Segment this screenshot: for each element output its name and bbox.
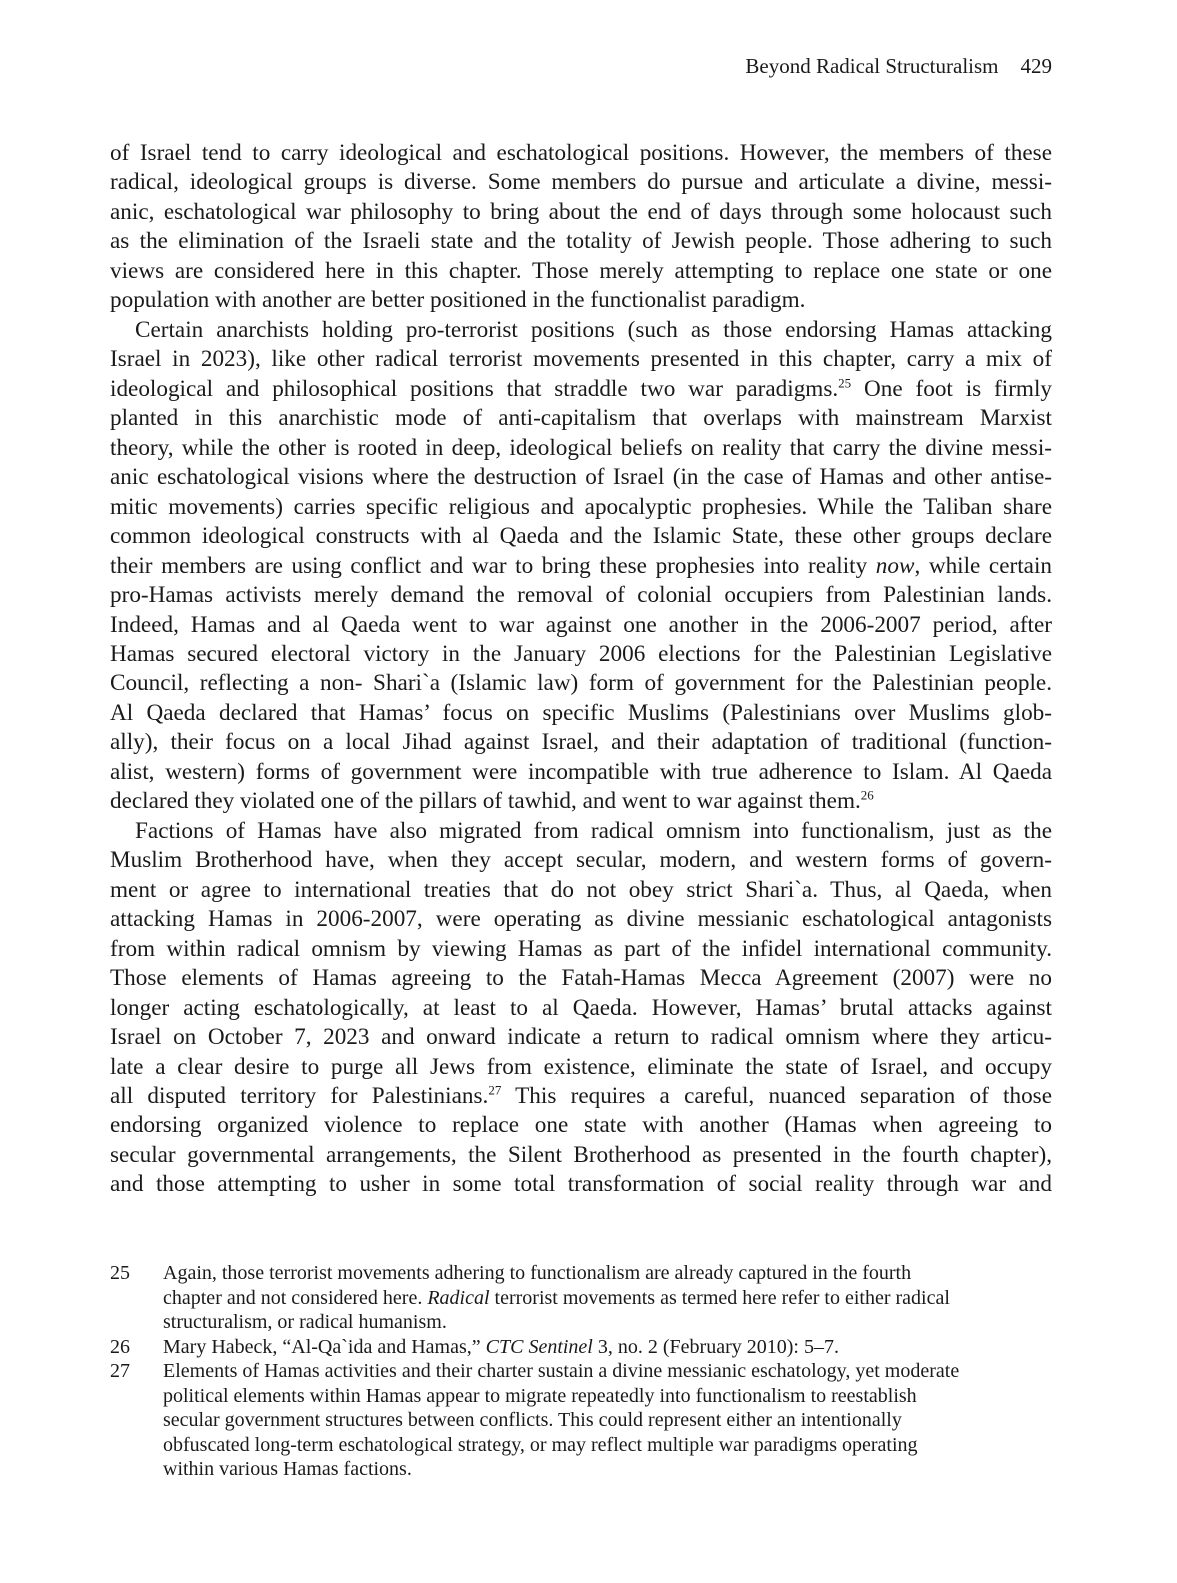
footnote-line xyxy=(163,1408,1050,1433)
text-run: Factions of Hamas have also migrated from radical omnism into functionalism, just as the xyxy=(135,817,1052,844)
text-run: Council, reflecting a non- Shari`a (Islamic law) form of government for the Palestinian people. xyxy=(110,670,1052,697)
text-run: and those attempting to usher in some total transformation of social reality through war and xyxy=(110,1171,1052,1198)
text-line xyxy=(110,1111,1052,1140)
footnote-line xyxy=(163,1433,1050,1458)
text-line xyxy=(110,257,1052,286)
text-line xyxy=(110,522,1052,551)
text-run: Al Qaeda declared that Hamas’ focus on specific Muslims (Palestinians over Muslims glob- xyxy=(110,699,1052,726)
text-run: population with another are better positioned in the functionalist paradigm. xyxy=(110,287,806,314)
text-run: Those elements of Hamas agreeing to the Fatah-Hamas Mecca Agreement (2007) were no xyxy=(110,965,1052,992)
footnote-number: 26 xyxy=(110,1335,130,1358)
text-line xyxy=(110,316,1052,345)
text-line xyxy=(110,846,1052,875)
text-run: anic eschatological visions where the destruction of Israel (in the case of Hamas and other antise- xyxy=(110,464,1052,491)
running-title: Beyond Radical Structuralism xyxy=(745,54,999,78)
footnote xyxy=(110,1359,1050,1482)
text-line xyxy=(110,905,1052,934)
text-run: their members are using conflict and war to bring these prophesies into reality xyxy=(110,552,876,579)
footnote-line xyxy=(163,1310,1050,1335)
footnote-line xyxy=(163,1261,1050,1286)
text-run: chapter and not considered here. xyxy=(163,1286,428,1309)
text-run: pro-Hamas activists merely demand the removal of colonial occupiers from Palestinian lands. xyxy=(110,582,1052,609)
footnote xyxy=(110,1261,1050,1335)
text-run: secular government structures between conflicts. This could represent either an intentionally xyxy=(163,1409,902,1431)
text-run: One foot is firmly xyxy=(851,375,1052,402)
text-line xyxy=(110,876,1052,905)
text-line xyxy=(110,728,1052,757)
page-number: 429 xyxy=(1020,54,1052,78)
text-line xyxy=(110,227,1052,256)
text-run: Indeed, Hamas and al Qaeda went to war against one another in the 2006-2007 period, after xyxy=(110,611,1052,638)
text-run: 3, no. 2 (February 2010): 5–7. xyxy=(592,1335,839,1358)
body-text xyxy=(110,139,1052,1200)
text-run: Mary Habeck, “Al-Qa`ida and Hamas,” xyxy=(163,1335,486,1358)
text-run: Israel on October 7, 2023 and onward indicate a return to radical omnism where they articu- xyxy=(110,1024,1052,1051)
paragraph xyxy=(110,316,1052,817)
text-line xyxy=(110,817,1052,846)
text-run: ment or agree to international treaties that do not obey strict Shari`a. Thus, al Qaeda, when xyxy=(110,876,1052,903)
text-run: longer acting eschatologically, at least to al Qaeda. However, Hamas’ brutal attacks against xyxy=(110,994,1052,1021)
text-line xyxy=(110,1053,1052,1082)
text-line xyxy=(110,1141,1052,1170)
text-run: , while certain xyxy=(914,552,1053,579)
footnote-line xyxy=(163,1286,1050,1311)
text-line xyxy=(110,699,1052,728)
footnote-reference: 26 xyxy=(860,787,874,803)
text-run: common ideological constructs with al Qaeda and the Islamic State, these other groups declare xyxy=(110,523,1052,550)
text-run: This requires a careful, nuanced separation of those xyxy=(501,1083,1052,1109)
text-line xyxy=(110,552,1052,581)
text-run: within various Hamas factions. xyxy=(163,1458,412,1480)
text-line xyxy=(110,1023,1052,1052)
footnotes xyxy=(110,1261,1050,1482)
footnote-line xyxy=(163,1384,1050,1409)
text-run: as the elimination of the Israeli state and the totality of Jewish people. Those adhering to such xyxy=(110,228,1052,255)
text-line xyxy=(110,669,1052,698)
text-line xyxy=(110,581,1052,610)
paragraph xyxy=(110,139,1052,316)
footnote-number: 27 xyxy=(110,1360,130,1382)
text-run: Hamas secured electoral victory in the January 2006 elections for the Palestinian Legislative xyxy=(110,640,1052,667)
text-run: late a clear desire to purge all Jews from existence, eliminate the state of Israel, and occupy xyxy=(110,1053,1052,1080)
text-line xyxy=(110,758,1052,787)
text-line xyxy=(110,964,1052,993)
text-line xyxy=(110,168,1052,197)
text-line xyxy=(110,463,1052,492)
text-run: from within radical omnism by viewing Hamas as part of the infidel international community. xyxy=(110,935,1052,962)
text-line xyxy=(110,1170,1052,1199)
text-run: obfuscated long-term eschatological strategy, or may reflect multiple war paradigms operating xyxy=(163,1433,918,1456)
text-line xyxy=(110,935,1052,964)
text-run: planted in this anarchistic mode of anti-capitalism that overlaps with mainstream Marxist xyxy=(110,405,1052,432)
italic-text: now xyxy=(875,552,915,579)
text-run: all disputed territory for Palestinians. xyxy=(110,1083,489,1109)
text-line xyxy=(110,198,1052,227)
italic-text: CTC Sentinel xyxy=(485,1335,593,1358)
footnote xyxy=(110,1335,1050,1360)
footnote-number: 25 xyxy=(110,1262,130,1284)
text-run: Again, those terrorist movements adhering to functionalism are already captured in the fourth xyxy=(163,1262,912,1284)
text-line xyxy=(110,640,1052,669)
text-line xyxy=(110,994,1052,1023)
text-line xyxy=(110,345,1052,374)
text-run: political elements within Hamas appear to migrate repeatedly into functionalism to reestablish xyxy=(163,1384,917,1407)
text-line xyxy=(110,139,1052,168)
text-line xyxy=(110,286,1052,315)
text-run: Muslim Brotherhood have, when they accept secular, modern, and western forms of govern- xyxy=(110,847,1052,874)
text-run: alist, western) forms of government were incompatible with true adherence to Islam. Al Qaeda xyxy=(110,758,1052,785)
footnote-reference: 25 xyxy=(838,375,852,391)
text-run: attacking Hamas in 2006-2007, were operating as divine messianic eschatological antagonists xyxy=(110,906,1052,933)
text-run: mitic movements) carries specific religious and apocalyptic prophesies. While the Taliban share xyxy=(110,493,1052,520)
footnote-line xyxy=(163,1335,1050,1360)
text-line xyxy=(110,611,1052,640)
text-run: theory, while the other is rooted in deep, ideological beliefs on reality that carry the divine messi- xyxy=(110,434,1052,461)
text-run: of Israel tend to carry ideological and eschatological positions. However, the members of these xyxy=(110,140,1052,166)
text-run: terrorist movements as termed here refer to either radical xyxy=(489,1286,950,1309)
text-run: views are considered here in this chapter. Those merely attempting to replace one state or one xyxy=(110,257,1052,284)
footnote-reference: 27 xyxy=(488,1082,502,1098)
text-run: Elements of Hamas activities and their charter sustain a divine messianic eschatology, yet moderate xyxy=(163,1360,960,1382)
italic-text: Radical xyxy=(427,1286,490,1309)
text-run: ally), their focus on a local Jihad against Israel, and their adaptation of traditional (function- xyxy=(110,729,1052,756)
text-run: radical, ideological groups is diverse. Some members do pursue and articulate a divine, messi- xyxy=(110,169,1052,196)
text-line xyxy=(110,375,1052,404)
running-header xyxy=(745,54,1052,79)
text-run: secular governmental arrangements, the Silent Brotherhood as presented in the fourth chapter), xyxy=(110,1141,1052,1168)
text-run: anic, eschatological war philosophy to bring about the end of days through some holocaust such xyxy=(110,198,1052,225)
text-run: declared they violated one of the pillars of tawhid, and went to war against them. xyxy=(110,788,861,815)
text-run: Israel in 2023), like other radical terrorist movements presented in this chapter, carry a mix of xyxy=(110,346,1052,373)
text-line xyxy=(110,1082,1052,1111)
text-line xyxy=(110,493,1052,522)
text-run: endorsing organized violence to replace one state with another (Hamas when agreeing to xyxy=(110,1112,1052,1139)
text-line xyxy=(110,434,1052,463)
text-line xyxy=(110,404,1052,433)
text-run: structuralism, or radical humanism. xyxy=(163,1311,447,1333)
text-run: Certain anarchists holding pro-terrorist positions (such as those endorsing Hamas attacking xyxy=(135,316,1052,343)
footnote-line xyxy=(163,1359,1050,1384)
text-line xyxy=(110,787,1052,816)
paragraph xyxy=(110,817,1052,1200)
footnote-line xyxy=(163,1457,1050,1482)
text-run: ideological and philosophical positions that straddle two war paradigms. xyxy=(110,375,839,402)
